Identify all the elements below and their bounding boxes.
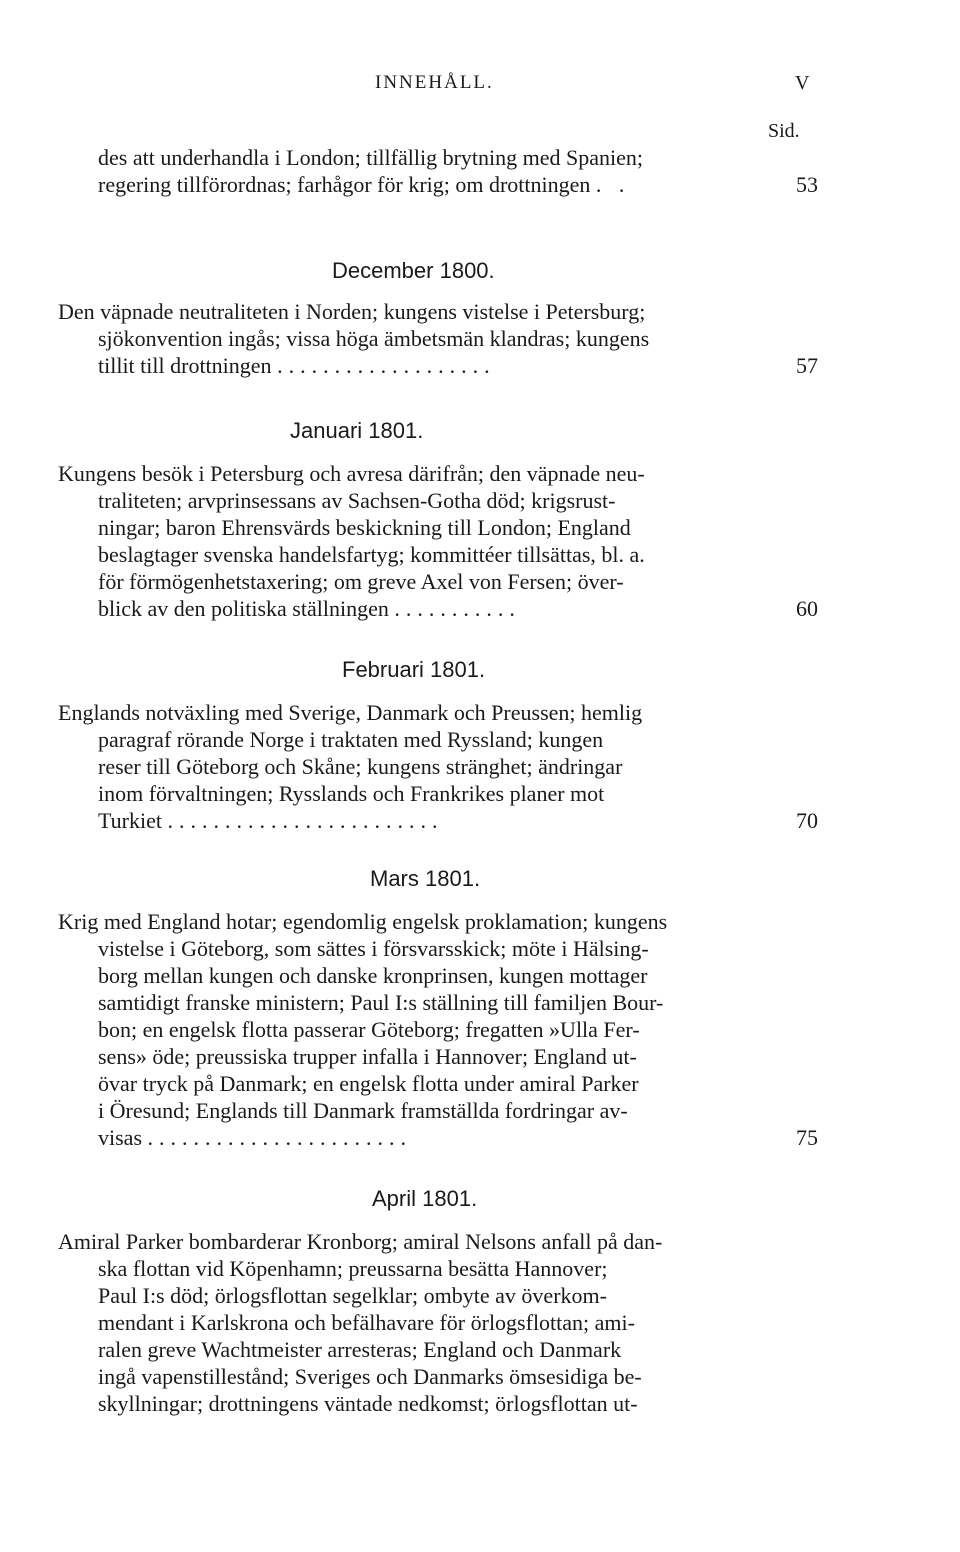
leader-dots: . . bbox=[595, 172, 631, 197]
leader-dots: ....................... bbox=[147, 1125, 412, 1150]
entry-line-text: visas bbox=[98, 1125, 142, 1150]
toc-entry bbox=[58, 144, 818, 198]
toc-entry bbox=[58, 460, 818, 622]
entry-line: mendant i Karlskrona och befälhavare för örlogsflottan; ami- bbox=[98, 1310, 635, 1335]
toc-entry bbox=[58, 699, 818, 834]
entry-line: borg mellan kungen och danske kronprinsen, kungen mottager bbox=[98, 963, 648, 988]
page-column-label: Sid. bbox=[768, 120, 800, 142]
page-number: 75 bbox=[796, 1125, 818, 1150]
entry-line: reser till Göteborg och Skåne; kungens stränghet; ändringar bbox=[98, 754, 623, 779]
entry-line: inom förvaltningen; Rysslands och Frankrikes planer mot bbox=[98, 781, 605, 806]
entry-line: Englands notväxling med Sverige, Danmark och Preussen; hemlig bbox=[58, 700, 643, 725]
leader-dots: ........... bbox=[394, 596, 521, 621]
entry-line-text: blick av den politiska ställningen bbox=[98, 596, 389, 621]
entry-line-last bbox=[58, 171, 818, 198]
entry-line: Krig med England hotar; egendomlig engelsk proklamation; kungens bbox=[58, 909, 668, 934]
entry-line: paragraf rörande Norge i traktaten med Ryssland; kungen bbox=[98, 727, 604, 752]
entry-line: samtidigt franske ministern; Paul I:s ställning till familjen Bour- bbox=[98, 990, 664, 1015]
entry-line: ningar; baron Ehrensvärds beskickning till London; England bbox=[98, 515, 631, 540]
toc-entry bbox=[58, 1228, 818, 1417]
entry-line: sens» öde; preussiska trupper infalla i Hannover; England ut- bbox=[98, 1044, 637, 1069]
page-number: 60 bbox=[796, 596, 818, 621]
table-of-contents bbox=[58, 144, 818, 1417]
toc-entry bbox=[58, 908, 818, 1151]
entry-line: ingå vapenstillestånd; Sveriges och Danmarks ömsesidiga be- bbox=[98, 1364, 642, 1389]
month-heading: Mars 1801. bbox=[370, 866, 481, 891]
entry-line: beslagtager svenska handelsfartyg; kommittéer tillsättas, bl. a. bbox=[98, 542, 645, 567]
entry-line: Kungens besök i Petersburg och avresa därifrån; den väpnade neu- bbox=[58, 461, 645, 486]
month-heading: Februari 1801. bbox=[342, 657, 486, 682]
entry-line: ralen greve Wachtmeister arresteras; England och Danmark bbox=[98, 1337, 622, 1362]
month-heading: April 1801. bbox=[372, 1186, 478, 1211]
entry-line: Paul I:s död; örlogsflottan segelklar; ombyte av överkom- bbox=[98, 1283, 607, 1308]
month-heading: Januari 1801. bbox=[290, 418, 424, 443]
entry-line: i Öresund; Englands till Danmark framställda fordringar av- bbox=[98, 1098, 628, 1123]
leader-dots: ................... bbox=[277, 353, 496, 378]
leader-dots: ........................ bbox=[167, 808, 444, 833]
entry-line: bon; en engelsk flotta passerar Göteborg; fregatten »Ulla Fer- bbox=[98, 1017, 640, 1042]
page-numeral: V bbox=[795, 72, 810, 94]
entry-line-last bbox=[58, 352, 818, 379]
toc-entry bbox=[58, 298, 818, 379]
entry-line-last bbox=[58, 595, 818, 622]
entry-line-last bbox=[58, 1124, 818, 1151]
entry-line: des att underhandla i London; tillfällig brytning med Spanien; bbox=[98, 145, 644, 170]
entry-line: vistelse i Göteborg, som sättes i försvarsskick; möte i Hälsing- bbox=[98, 936, 649, 961]
running-head bbox=[0, 72, 960, 102]
page-number: 70 bbox=[796, 808, 818, 833]
page-number: 57 bbox=[796, 353, 818, 378]
month-heading: December 1800. bbox=[332, 258, 495, 283]
entry-line-text: tillit till drottningen bbox=[98, 353, 272, 378]
entry-line: sjökonvention ingås; vissa höga ämbetsmän klandras; kungens bbox=[98, 326, 650, 351]
entry-line-text: regering tillförordnas; farhågor för krig; om drottningen bbox=[98, 172, 591, 197]
entry-line: Amiral Parker bombarderar Kronborg; amiral Nelsons anfall på dan- bbox=[58, 1229, 663, 1254]
entry-line-last bbox=[58, 807, 818, 834]
entry-line: skyllningar; drottningens väntade nedkomst; örlogsflottan ut- bbox=[98, 1391, 638, 1416]
entry-line: övar tryck på Danmark; en engelsk flotta under amiral Parker bbox=[98, 1071, 639, 1096]
entry-line-text: Turkiet bbox=[98, 808, 162, 833]
entry-line: traliteten; arvprinsessans av Sachsen-Gotha död; krigsrust- bbox=[98, 488, 616, 513]
running-head-title: INNEHÅLL. bbox=[375, 72, 494, 93]
entry-line: ska flottan vid Köpenhamn; preussarna besätta Hannover; bbox=[98, 1256, 608, 1281]
page-number: 53 bbox=[796, 172, 818, 197]
entry-line: Den väpnade neutraliteten i Norden; kungens vistelse i Petersburg; bbox=[58, 299, 646, 324]
entry-line: för förmögenhetstaxering; om greve Axel von Fersen; över- bbox=[98, 569, 624, 594]
